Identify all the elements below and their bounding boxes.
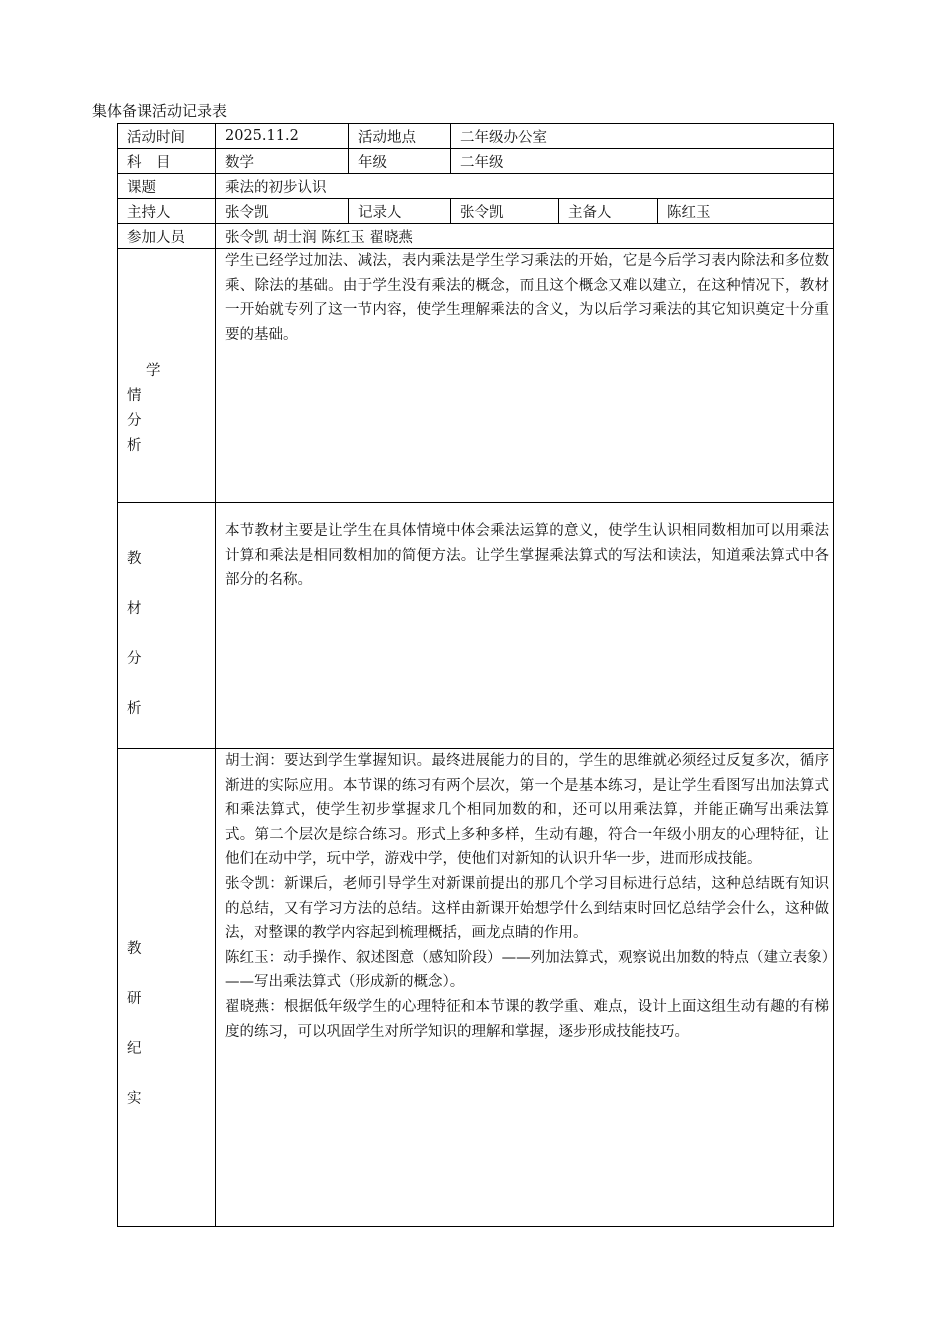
material-analysis-char: 教 <box>127 551 142 567</box>
row-subject <box>118 149 834 174</box>
host-value: 张令凯 <box>216 199 349 224</box>
material-analysis-content <box>216 503 834 749</box>
recorder-value: 张令凯 <box>451 199 559 224</box>
subject-value: 数学 <box>216 149 349 174</box>
research-record-char: 教 <box>127 941 142 957</box>
student-analysis-content <box>216 249 834 503</box>
material-analysis-label <box>118 503 216 749</box>
row-student-analysis <box>118 249 834 503</box>
row-research-record <box>118 749 834 1227</box>
members-label: 参加人员 <box>118 224 216 249</box>
preparer-label: 主备人 <box>559 199 658 224</box>
grade-label: 年级 <box>349 149 451 174</box>
research-paragraph: 陈红玉：动手操作、叙述图意（感知阶段）——列加法算式，观察说出加数的特点（建立表象）——写出乘法算式（形成新的概念）。 <box>225 949 830 991</box>
row-members <box>118 224 834 249</box>
research-record-char: 研 <box>127 991 142 1007</box>
student-analysis-char: 情 <box>127 387 142 404</box>
student-analysis-text: 学生已经学过加法、减法，表内乘法是学生学习乘法的开始，它是今后学习表内除法和多位数乘、除法的基础。由于学生没有乘法的概念，而且这个概念又难以建立，在这种情况下，教材一开始就专列了这一节内容，使学生理解乘法的含义，为以后学习乘法的其它知识奠定十分重要的基础。 <box>225 253 830 343</box>
material-analysis-char: 材 <box>127 601 142 617</box>
activity-time-label: 活动时间 <box>118 124 216 149</box>
student-analysis-char: 学 <box>146 362 161 379</box>
topic-label: 课题 <box>118 174 216 199</box>
activity-place-label: 活动地点 <box>349 124 451 149</box>
research-paragraph: 翟晓燕：根据低年级学生的心理特征和本节课的教学重、难点，设计上面这组生动有趣的有梯度的练习，可以巩固学生对所学知识的理解和掌握，逐步形成技能技巧。 <box>225 998 830 1040</box>
grade-value: 二年级 <box>451 149 834 174</box>
row-material-analysis <box>118 503 834 749</box>
members-value: 张令凯 胡士润 陈红玉 翟晓燕 <box>216 224 834 249</box>
subject-label: 科 目 <box>118 149 216 174</box>
research-record-char: 纪 <box>127 1041 142 1057</box>
activity-place-value: 二年级办公室 <box>451 124 834 149</box>
research-record-char: 实 <box>127 1091 142 1107</box>
document-title: 集体备课活动记录表 <box>92 102 228 120</box>
student-analysis-char: 析 <box>127 437 142 454</box>
material-analysis-char: 分 <box>127 651 142 667</box>
student-analysis-char: 分 <box>127 412 142 429</box>
recorder-label: 记录人 <box>349 199 451 224</box>
row-activity-time <box>118 124 834 149</box>
research-record-content <box>216 749 834 1227</box>
material-analysis-text: 本节教材主要是让学生在具体情境中体会乘法运算的意义，使学生认识相同数相加可以用乘法计算和乘法是相同数相加的简便方法。让学生掌握乘法算式的写法和读法，知道乘法算式中各部分的名称。 <box>225 523 830 589</box>
research-record-label <box>118 749 216 1227</box>
topic-value: 乘法的初步认识 <box>216 174 834 199</box>
row-host <box>118 199 834 224</box>
row-topic <box>118 174 834 199</box>
host-label: 主持人 <box>118 199 216 224</box>
research-paragraph: 张令凯：新课后，老师引导学生对新课前提出的那几个学习目标进行总结，这种总结既有知识的总结，又有学习方法的总结。这样由新课开始想学什么到结束时回忆总结学会什么，这种做法，对整课的教学内容起到梳理概括，画龙点睛的作用。 <box>225 875 830 942</box>
activity-time-value: 2025.11.2 <box>216 124 349 149</box>
research-paragraph: 胡士润：要达到学生掌握知识。最终进展能力的目的，学生的思维就必须经过反复多次，循序渐进的实际应用。本节课的练习有两个层次，第一个是基本练习，是让学生看图写出加法算式和乘法算式，使学生初步掌握求几个相同加数的和，还可以用乘法算，并能正确写出乘法算式。第二个层次是综合练习。形式上多种多样，生动有趣，符合一年级小朋友的心理特征，让他们在动中学，玩中学，游戏中学，使他们对新知的认识升华一步，进而形成技能。 <box>225 753 830 868</box>
preparer-value: 陈红玉 <box>658 199 834 224</box>
student-analysis-label <box>118 249 216 503</box>
material-analysis-char: 析 <box>127 701 142 717</box>
record-table <box>117 123 834 1227</box>
